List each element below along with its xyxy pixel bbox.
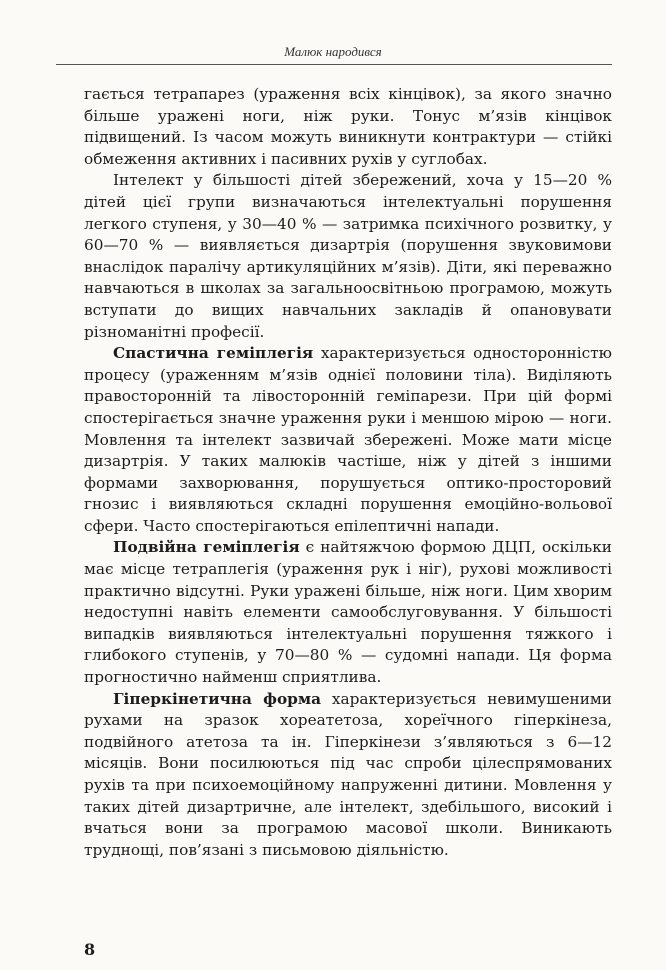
running-head-title: Малюк народився (284, 44, 382, 59)
paragraph-continuation (84, 84, 612, 170)
paragraph-text: Інтелект у більшості дітей збережений, хоча у 15—20 % дітей цієї групи визначаються інтелектуальні порушення легкого ступеня, у 30—40 % — затримка психічного розвитку, у 60—70 % — виявляється дизартрія (порушення звуковимови внаслідок паралічу артикуляційних м’язів). Діти, які переважно навчаються в школах за загальноосвітньою програмою, можуть вступати до вищих навчальних закладів й опановувати різноманітні професії. (84, 171, 612, 341)
paragraph-text: характеризується невимушеними рухами на зразок хореатетоза, хореїчного гіперкінеза, подвійного атетоза та ін. Гіперкінези з’являються з 6—12 місяців. Вони посилюються під час спроби цілеспрямованих рухів та при психоемоційному напруженні дитини. Мовлення у таких дітей дизартричне, але інтелект, здебільшого, високий і вчаться вони за програмою масової школи. Виникають труднощі, пов’язані з письмовою діяльністю. (84, 689, 612, 859)
paragraph-text: є найтяжчою формою ДЦП, оскільки має місце тетраплегія (ураження рук і ніг), рухові можливості практично відсутні. Руки уражені більше, ніж ноги. Цим хворим недоступні навіть елементи самообслуговування. У більшості випадків виявляються інтелектуальні порушення тяжкого і глибокого ступенів, у 70—80 % — судомні напади. Ця форма прогностично найменш сприятлива. (84, 538, 613, 687)
paragraph-text: гається тетрапарез (ураження всіх кінцівок), за якого значно більше уражені ноги, ніж руки. Тонус м’язів кінцівок підвищений. Із часом можуть виникнути контрактури — стійкі обмеження активних і пасивних рухів у суглобах. (84, 85, 612, 168)
term-spastic-hemiplegia: Спастична геміплегія (113, 344, 314, 363)
paragraph-spastic-hemiplegia (84, 343, 612, 537)
term-double-hemiplegia: Подвійна геміплегія (113, 538, 300, 557)
header-rule (56, 64, 612, 65)
paragraph-double-hemiplegia (84, 537, 612, 688)
paragraph-hyperkinetic-form (84, 689, 612, 862)
paragraph-intellect (84, 170, 612, 343)
body-text (84, 84, 612, 861)
term-hyperkinetic-form: Гіперкінетична форма (113, 689, 322, 708)
page-number: 8 (84, 940, 96, 959)
paragraph-text: характеризується односторонністю процесу (ураженням м’язів однієї половини тіла). Виділяють правосторонній та лівосторонній геміпарези. При цій формі спостерігається значне ураження руки і меншою мірою — ноги. Мовлення та інтелект зазвичай збережені. Може мати місце дизартрія. У таких малюків частіше, ніж у дітей з іншими формами захворювання, порушується оптико-просторовий гнозис і виявляються складні порушення емоційно-вольової сфери. Часто спостерігаються епілептичні напади. (84, 344, 612, 535)
